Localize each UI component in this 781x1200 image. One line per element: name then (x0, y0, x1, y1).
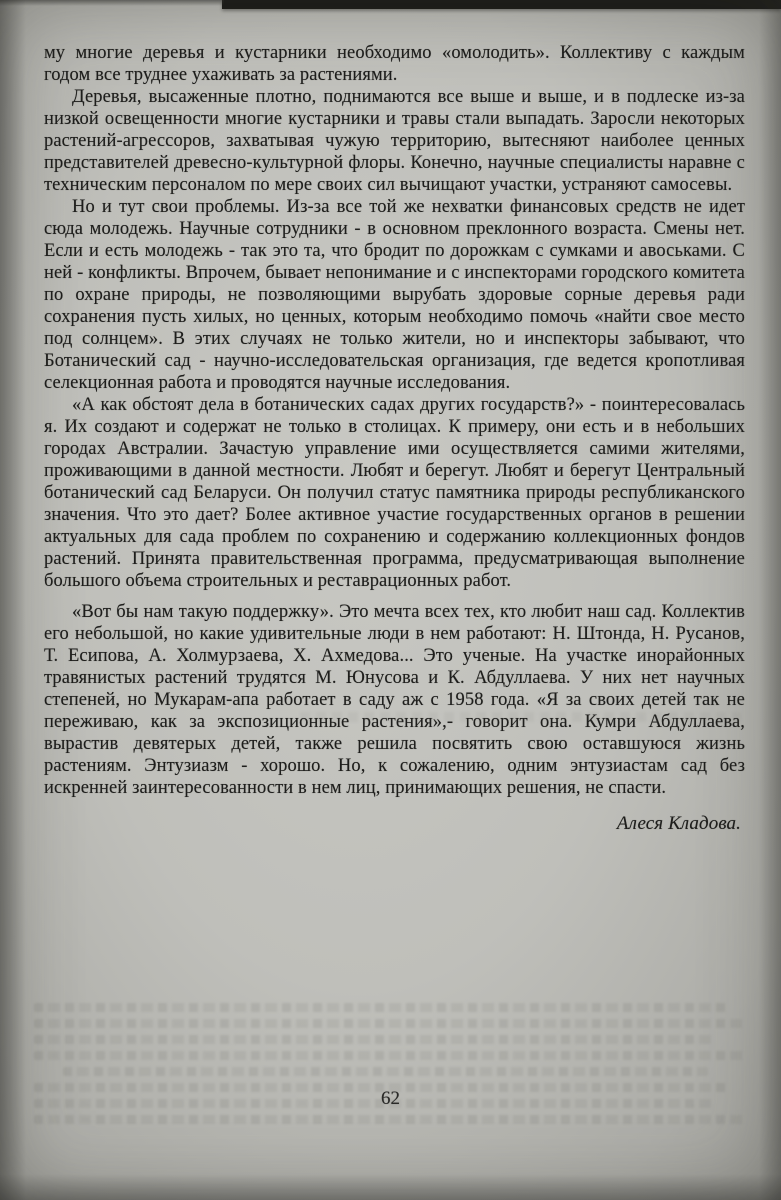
paragraph: Но и тут свои проблемы. Из-за все той же нехватки финансовых средств не идет сюда молодежь. Научные сотрудники - в основном преклонного возраста. Смены нет. Если и есть молодежь - так это та, что бродит по дорожкам с сумками и авоськами. С ней - конфликты. Впрочем, бывает непонимание и с инспекторами городского комитета по охране природы, не позволяющими вырубать здоровые сорные деревья ради сохранения пусть хилых, но ценных, которым необходимо помочь «найти свое место под солнцем». В этих случаях не только жители, но и инспекторы забывают, что Ботанический сад - научно-исследовательская организация, где ведется кропотливая селекционная работа и проводятся научные исследования. (44, 197, 745, 393)
bleedthrough-line (63, 1067, 708, 1076)
scanner-edge-shadow-top-left (0, 0, 224, 6)
bleedthrough-line (34, 1115, 744, 1124)
bleedthrough-line (34, 1051, 744, 1060)
scanner-edge-artifact-top (222, 0, 781, 9)
paragraph: «А как обстоят дела в ботанических садах других государств?» - поинтересовалась я. Их создают и содержат не только в столицах. К примеру, они есть и в небольших городах Австралии. Зачастую управление ими осуществляется самими жителями, проживающими в данной местности. Любят и берегут. Любят и берегут Центральный ботанический сад Беларуси. Он получил статус памятника природы республиканского значения. Что это дает? Более активное участие государственных органов в решении актуальных для сада проблем по сохранению и содержанию коллекционных фондов растений. Принята правительственная программа, предусматривающая выполнение большого объема строительных и реставрационных работ. (44, 395, 745, 591)
page-edge-shadow-right (759, 0, 781, 1200)
paragraph: «Вот бы нам такую поддержку». Это мечта всех тех, кто любит наш сад. Коллектив его небольшой, но какие удивительные люди в нем работают: Н. Штонда, Н. Русанов, Т. Есипова, А. Холмурзаева, Х. Ахмедова... Это ученые. На участке инорайонных травянистых растений трудятся М. Юнусова и К. Абдуллаева. У них нет научных степеней, но Мукарам-апа работает в саду аж с 1958 года. «Я за своих детей так не переживаю, как за экспозиционные растения»,- говорит она. Кумри Абдуллаева, вырастив девятерых детей, также решила посвятить свою оставшуюся жизнь растениям. Энтузиазм - хорошо. Но, к сожалению, одним энтузиастам сад без искренней заинтересованности в нем лиц, принимающих решения, не спасти. (44, 602, 745, 798)
page-edge-shadow-bottom (0, 1174, 781, 1200)
bleedthrough-line (34, 1003, 729, 1012)
page-number: 62 (381, 1088, 400, 1109)
bleedthrough-line (34, 1019, 744, 1028)
bleedthrough-text-illegible (34, 996, 751, 1136)
page-body-text (44, 42, 745, 835)
paragraph-continuation: му многие деревья и кустарники необходимо «омолодить». Коллективу с каждым годом все труднее ухаживать за растениями. (44, 43, 745, 85)
author-signature: Алеся Кладова. (616, 813, 741, 834)
page-binding-shadow-left (0, 0, 26, 1200)
paragraph: Деревья, высаженные плотно, поднимаются все выше и выше, и в подлеске из-за низкой освещенности многие кустарники и травы стали выпадать. Заросли некоторых растений-агрессоров, захватывая чужую территорию, вытесняют наиболее ценных представителей древесно-культурной флоры. Конечно, научные специалисты наравне с техническим персоналом по мере своих сил вычищают участки, устраняют самосевы. (44, 87, 745, 195)
bleedthrough-line (34, 1035, 715, 1044)
